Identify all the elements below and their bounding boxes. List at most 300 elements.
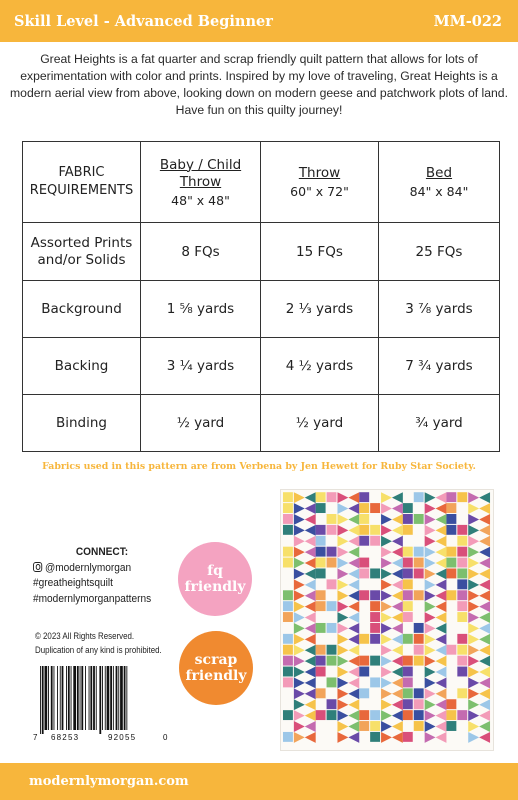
size-dims: 84" x 84" bbox=[409, 184, 469, 199]
quilt-patch bbox=[392, 656, 403, 667]
quilt-patch bbox=[479, 645, 490, 656]
quilt-patch bbox=[283, 677, 293, 687]
quilt-patch bbox=[316, 590, 326, 600]
row-label-binding: Binding bbox=[23, 395, 141, 452]
quilt-patch bbox=[283, 667, 293, 677]
quilt-patch bbox=[392, 677, 403, 688]
quilt-patch bbox=[425, 688, 436, 699]
quilt-patch bbox=[381, 601, 392, 612]
fq-friendly-badge bbox=[178, 542, 252, 616]
table-cell: ¾ yard bbox=[379, 395, 500, 452]
barcode-bar bbox=[107, 666, 110, 730]
quilt-patch bbox=[381, 710, 392, 721]
table-row bbox=[23, 338, 500, 395]
quilt-patch bbox=[316, 568, 326, 578]
quilt-patch bbox=[479, 721, 490, 732]
quilt-patch bbox=[403, 667, 413, 677]
quilt-patch bbox=[337, 590, 348, 601]
quilt-image bbox=[280, 489, 494, 751]
quilt-patch bbox=[294, 558, 305, 569]
size-name-line2: Throw bbox=[179, 173, 222, 190]
quilt-patch bbox=[468, 525, 479, 536]
quilt-patch bbox=[414, 634, 424, 644]
quilt-patch bbox=[392, 634, 403, 645]
quilt-patch bbox=[436, 568, 447, 579]
quilt-patch bbox=[381, 558, 392, 569]
quilt-patch bbox=[327, 579, 337, 589]
quilt-patch bbox=[446, 645, 456, 655]
quilt-patch bbox=[392, 699, 403, 710]
quilt-patch bbox=[425, 677, 436, 688]
quilt-patch bbox=[436, 656, 447, 667]
quilt-patch bbox=[337, 634, 348, 645]
quilt-patch bbox=[283, 656, 293, 666]
quilt-patch bbox=[370, 601, 380, 611]
quilt-patch bbox=[327, 623, 337, 633]
barcode-digits-left: 68253 bbox=[51, 733, 80, 742]
barcode-bar bbox=[96, 666, 97, 730]
corner-label-line1: FABRIC bbox=[58, 165, 105, 180]
quilt-patch bbox=[294, 503, 305, 514]
quilt-patch bbox=[327, 710, 337, 720]
quilt-patch bbox=[468, 612, 479, 623]
quilt-patch bbox=[414, 558, 424, 568]
barcode-bar bbox=[89, 666, 90, 730]
quilt-patch bbox=[381, 688, 392, 699]
quilt-patch bbox=[359, 514, 369, 524]
quilt-patch bbox=[337, 667, 348, 678]
quilt-patch bbox=[392, 721, 403, 732]
quilt-patch bbox=[381, 612, 392, 623]
quilt-patch bbox=[359, 590, 369, 600]
quilt-patch bbox=[468, 688, 479, 699]
quilt-patch bbox=[359, 710, 369, 720]
header-bar bbox=[0, 0, 518, 42]
quilt-patch bbox=[294, 612, 305, 623]
quilt-patch bbox=[337, 612, 348, 623]
size-name-line1: Throw bbox=[298, 165, 341, 181]
quilt-patch bbox=[479, 710, 490, 721]
row-label-background: Background bbox=[23, 281, 141, 338]
table-cell: 1 ⅝ yards bbox=[141, 281, 261, 338]
quilt-patch bbox=[381, 547, 392, 558]
row-label-backing: Backing bbox=[23, 338, 141, 395]
quilt-patch bbox=[446, 503, 456, 513]
quilt-patch bbox=[359, 634, 369, 644]
size-dims: 60" x 72" bbox=[290, 184, 349, 199]
skill-level: Skill Level - Advanced Beginner bbox=[14, 12, 273, 30]
quilt-patch bbox=[337, 645, 348, 656]
quilt-patch bbox=[414, 645, 424, 655]
quilt-patch bbox=[403, 525, 413, 535]
quilt-patch bbox=[381, 634, 392, 645]
quilt-patch bbox=[370, 525, 380, 535]
quilt-patch bbox=[414, 590, 424, 600]
quilt-patch bbox=[370, 568, 380, 578]
quilt-patch bbox=[359, 568, 369, 578]
quilt-patch bbox=[425, 732, 436, 743]
website-link[interactable]: modernlymorgan.com bbox=[29, 774, 189, 789]
quilt-patch bbox=[425, 634, 436, 645]
quilt-patch bbox=[305, 699, 316, 710]
quilt-patch bbox=[283, 645, 293, 655]
quilt-patch bbox=[294, 634, 305, 645]
quilt-patch bbox=[337, 503, 348, 514]
quilt-patch bbox=[403, 579, 413, 589]
quilt-patch bbox=[479, 612, 490, 623]
quilt-patch bbox=[468, 645, 479, 656]
quilt-patch bbox=[316, 547, 326, 557]
quilt-patch bbox=[316, 558, 326, 568]
quilt-patch bbox=[348, 590, 359, 601]
quilt-patch bbox=[479, 601, 490, 612]
quilt-patch bbox=[294, 732, 305, 743]
quilt-patch bbox=[294, 514, 305, 525]
intro-text: Great Heights is a fat quarter and scrap friendly quilt pattern that allows for lots of experimentation with color and prints. Inspired by my love of traveling, Great Heights is a modern aerial view from above, looking down on modern geese and patchwork plots of land. Have fun on this quilty journey! bbox=[10, 52, 508, 117]
quilt-patch bbox=[327, 492, 337, 502]
quilt-patch bbox=[425, 514, 436, 525]
barcode-digit-check: 0 bbox=[163, 733, 168, 742]
quilt-patch bbox=[392, 590, 403, 601]
barcode-bar bbox=[124, 666, 126, 730]
quilt-patch bbox=[327, 677, 337, 687]
quilt-patch bbox=[381, 514, 392, 525]
connect-block bbox=[33, 545, 171, 607]
quilt-patch bbox=[316, 525, 326, 535]
quilt-patch bbox=[436, 699, 447, 710]
quilt-patch bbox=[436, 688, 447, 699]
barcode-bar bbox=[80, 666, 81, 730]
badge-line1: scrap bbox=[194, 652, 238, 668]
quilt-patch bbox=[479, 623, 490, 634]
quilt-patch bbox=[468, 492, 479, 503]
quilt-patch bbox=[436, 525, 447, 536]
quilt-patch bbox=[337, 601, 348, 612]
quilt-patch bbox=[436, 536, 447, 547]
quilt-patch bbox=[468, 623, 479, 634]
quilt-patch bbox=[305, 721, 316, 732]
quilt-patch bbox=[327, 601, 337, 611]
table-cell: 3 ⅞ yards bbox=[379, 281, 500, 338]
quilt-patch bbox=[348, 612, 359, 623]
quilt-patch bbox=[348, 645, 359, 656]
quilt-patch bbox=[348, 579, 359, 590]
quilt-patch bbox=[294, 710, 305, 721]
quilt-patch bbox=[392, 579, 403, 590]
quilt-patch bbox=[436, 492, 447, 503]
barcode-bar bbox=[93, 666, 95, 730]
quilt-patch bbox=[479, 732, 490, 743]
quilt-patch bbox=[436, 590, 447, 601]
quilt-patch bbox=[414, 721, 424, 731]
quilt-patch bbox=[305, 492, 316, 503]
table-cell: 7 ¾ yards bbox=[379, 338, 500, 395]
quilt-patch bbox=[436, 601, 447, 612]
quilt-patch bbox=[403, 568, 413, 578]
quilt-patch bbox=[337, 677, 348, 688]
quilt-patch bbox=[327, 558, 337, 568]
quilt-patch bbox=[294, 547, 305, 558]
size-throw bbox=[261, 142, 379, 223]
quilt-patch bbox=[381, 732, 392, 743]
quilt-patch bbox=[327, 645, 337, 655]
quilt-patch bbox=[457, 558, 467, 568]
quilt-patch bbox=[436, 677, 447, 688]
quilt-patch bbox=[348, 721, 359, 732]
quilt-patch bbox=[457, 579, 467, 589]
quilt-patch bbox=[425, 645, 436, 656]
table-cell: 8 FQs bbox=[141, 223, 261, 281]
hashtag-quilt: #greatheightsquilt bbox=[33, 577, 113, 589]
quilt-patch bbox=[392, 623, 403, 634]
quilt-patch bbox=[457, 667, 467, 677]
quilt-patch bbox=[327, 547, 337, 557]
quilt-patch bbox=[468, 634, 479, 645]
row-label-line2: and/or Solids bbox=[37, 251, 126, 268]
quilt-patch bbox=[294, 656, 305, 667]
barcode-bar bbox=[45, 666, 48, 730]
quilt-patch bbox=[425, 710, 436, 721]
quilt-patch bbox=[381, 623, 392, 634]
quilt-patch bbox=[305, 579, 316, 590]
quilt-patch bbox=[425, 623, 436, 634]
quilt-patch bbox=[468, 667, 479, 678]
quilt-patch bbox=[468, 558, 479, 569]
quilt-patch bbox=[294, 667, 305, 678]
barcode-bar bbox=[68, 666, 70, 730]
size-dims: 48" x 48" bbox=[171, 192, 230, 208]
quilt-patch bbox=[414, 492, 424, 502]
quilt-patch bbox=[468, 677, 479, 688]
quilt-patch bbox=[457, 492, 467, 502]
table-row bbox=[23, 281, 500, 338]
quilt-patch bbox=[392, 492, 403, 503]
barcode-bar bbox=[48, 666, 49, 730]
quilt-patch bbox=[316, 623, 326, 633]
quilt-patch bbox=[359, 525, 369, 535]
quilt-patch bbox=[457, 634, 467, 644]
quilt-patch bbox=[468, 547, 479, 558]
barcode bbox=[30, 662, 170, 742]
quilt-patch bbox=[327, 699, 337, 709]
table-cell: ½ yard bbox=[261, 395, 379, 452]
quilt-patch bbox=[316, 656, 326, 666]
quilt-patch bbox=[414, 710, 424, 720]
quilt-patch bbox=[348, 699, 359, 710]
quilt-patch bbox=[337, 525, 348, 536]
quilt-patch bbox=[305, 612, 316, 623]
quilt-patch bbox=[479, 579, 490, 590]
quilt-patch bbox=[305, 558, 316, 569]
quilt-patch bbox=[294, 699, 305, 710]
quilt-patch bbox=[468, 699, 479, 710]
quilt-pattern bbox=[283, 492, 490, 743]
quilt-patch bbox=[305, 656, 316, 667]
quilt-patch bbox=[348, 547, 359, 558]
quilt-patch bbox=[468, 601, 479, 612]
quilt-patch bbox=[305, 645, 316, 656]
size-name-line1: Baby / Child bbox=[159, 156, 242, 173]
barcode-bar bbox=[120, 666, 123, 730]
quilt-patch bbox=[436, 558, 447, 569]
instagram-handle-text: @modernlymorgan bbox=[44, 561, 132, 574]
quilt-patch bbox=[403, 677, 413, 687]
barcode-bar bbox=[99, 666, 101, 734]
fabric-requirements-table bbox=[22, 141, 500, 452]
quilt-patch bbox=[316, 601, 326, 611]
quilt-patch bbox=[381, 667, 392, 678]
quilt-patch bbox=[337, 656, 348, 667]
quilt-patch bbox=[457, 601, 467, 611]
quilt-patch bbox=[414, 688, 424, 698]
quilt-patch bbox=[305, 536, 316, 547]
table-cell: 4 ½ yards bbox=[261, 338, 379, 395]
quilt-patch bbox=[305, 590, 316, 601]
quilt-patch bbox=[414, 514, 424, 524]
quilt-patch bbox=[348, 710, 359, 721]
quilt-patch bbox=[370, 623, 380, 633]
quilt-patch bbox=[337, 568, 348, 579]
instagram-handle[interactable] bbox=[33, 561, 171, 577]
quilt-patch bbox=[457, 688, 467, 698]
quilt-patch bbox=[468, 503, 479, 514]
quilt-patch bbox=[425, 656, 436, 667]
quilt-patch bbox=[381, 677, 392, 688]
quilt-patch bbox=[403, 590, 413, 600]
quilt-patch bbox=[381, 525, 392, 536]
quilt-patch bbox=[305, 710, 316, 721]
quilt-patch bbox=[446, 514, 456, 524]
quilt-patch bbox=[294, 677, 305, 688]
size-baby-child-throw bbox=[141, 142, 261, 223]
quilt-patch bbox=[337, 579, 348, 590]
quilt-patch bbox=[381, 645, 392, 656]
quilt-patch bbox=[370, 503, 380, 513]
legal-notice bbox=[35, 629, 170, 657]
quilt-patch bbox=[370, 590, 380, 600]
quilt-patch bbox=[446, 590, 456, 600]
quilt-patch bbox=[479, 677, 490, 688]
barcode-bar bbox=[60, 666, 61, 730]
barcode-bar bbox=[102, 666, 103, 730]
quilt-patch bbox=[283, 514, 293, 524]
barcode-digits-right: 92055 bbox=[108, 733, 137, 742]
quilt-patch bbox=[436, 634, 447, 645]
barcode-bars bbox=[40, 666, 127, 734]
quilt-patch bbox=[348, 492, 359, 503]
quilt-patch bbox=[446, 699, 456, 709]
quilt-patch bbox=[381, 579, 392, 590]
quilt-patch bbox=[403, 732, 413, 742]
quilt-patch bbox=[457, 568, 467, 578]
quilt-patch bbox=[359, 558, 369, 568]
quilt-patch bbox=[403, 601, 413, 611]
barcode-bar bbox=[118, 666, 119, 730]
quilt-patch bbox=[479, 536, 490, 547]
badge-line1: fq bbox=[207, 563, 223, 579]
quilt-patch bbox=[403, 710, 413, 720]
quilt-patch bbox=[305, 634, 316, 645]
quilt-patch bbox=[425, 547, 436, 558]
quilt-patch bbox=[457, 536, 467, 546]
quilt-patch bbox=[446, 710, 456, 720]
quilt-patch bbox=[381, 568, 392, 579]
quilt-patch bbox=[370, 536, 380, 546]
quilt-patch bbox=[468, 732, 479, 743]
quilt-patch bbox=[436, 667, 447, 678]
barcode-bar bbox=[90, 666, 92, 730]
barcode-bar bbox=[77, 666, 79, 730]
quilt-patch bbox=[381, 590, 392, 601]
corner-label-line2: REQUIREMENTS bbox=[29, 183, 134, 198]
quilt-patch bbox=[337, 558, 348, 569]
quilt-patch bbox=[392, 568, 403, 579]
table-header-row bbox=[23, 142, 500, 223]
quilt-patch bbox=[359, 667, 369, 677]
quilt-patch bbox=[457, 710, 467, 720]
quilt-patch bbox=[425, 558, 436, 569]
quilt-patch bbox=[457, 645, 467, 655]
quilt-patch bbox=[403, 656, 413, 666]
quilt-patch bbox=[348, 688, 359, 699]
quilt-patch bbox=[392, 688, 403, 699]
quilt-patch bbox=[392, 612, 403, 623]
quilt-patch bbox=[468, 710, 479, 721]
barcode-bar bbox=[116, 666, 118, 730]
quilt-patch bbox=[294, 601, 305, 612]
quilt-patch bbox=[337, 547, 348, 558]
quilt-patch bbox=[479, 634, 490, 645]
quilt-patch bbox=[359, 503, 369, 513]
quilt-patch bbox=[359, 656, 369, 666]
quilt-patch bbox=[370, 634, 380, 644]
barcode-bar bbox=[81, 666, 83, 730]
barcode-bar bbox=[62, 666, 64, 730]
quilt-patch bbox=[305, 514, 316, 525]
quilt-patch bbox=[305, 688, 316, 699]
quilt-patch bbox=[305, 667, 316, 678]
quilt-patch bbox=[414, 656, 424, 666]
quilt-patch bbox=[348, 732, 359, 743]
quilt-patch bbox=[446, 492, 456, 502]
quilt-patch bbox=[283, 492, 293, 502]
quilt-patch bbox=[283, 558, 293, 568]
quilt-patch bbox=[414, 623, 424, 633]
quilt-patch bbox=[457, 547, 467, 557]
quilt-patch bbox=[436, 732, 447, 743]
quilt-patch bbox=[392, 514, 403, 525]
barcode-bar bbox=[85, 666, 86, 730]
quilt-patch bbox=[403, 514, 413, 524]
row-label-assorted-prints bbox=[23, 223, 141, 281]
barcode-bar bbox=[110, 666, 112, 730]
quilt-patch bbox=[381, 656, 392, 667]
table-cell: 25 FQs bbox=[379, 223, 500, 281]
quilt-patch bbox=[403, 634, 413, 644]
quilt-patch bbox=[348, 514, 359, 525]
quilt-patch bbox=[436, 721, 447, 732]
quilt-patch bbox=[305, 623, 316, 634]
quilt-patch bbox=[294, 492, 305, 503]
table-corner-label bbox=[23, 142, 141, 223]
quilt-patch bbox=[479, 547, 490, 558]
table-cell: 15 FQs bbox=[261, 223, 379, 281]
quilt-patch bbox=[479, 590, 490, 601]
quilt-patch bbox=[337, 732, 348, 743]
quilt-patch bbox=[327, 514, 337, 524]
quilt-patch bbox=[479, 568, 490, 579]
quilt-patch bbox=[403, 503, 413, 513]
